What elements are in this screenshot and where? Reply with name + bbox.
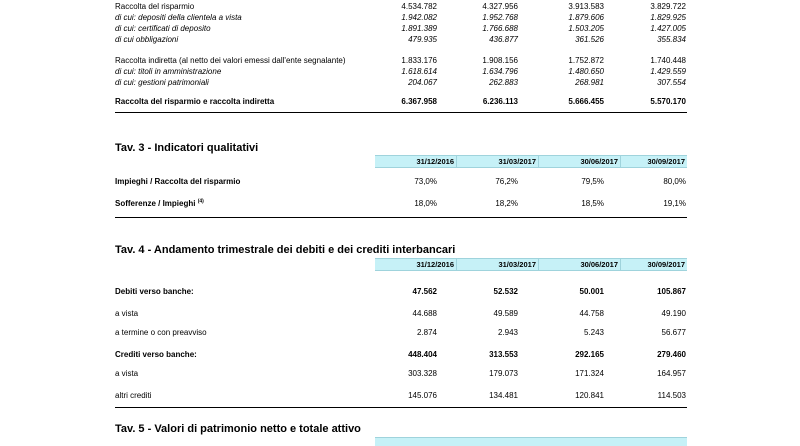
table-row: Impieghi / Raccolta del risparmio 73,0% 76,2% 79,5% 80,0% — [115, 177, 686, 186]
section-title: Tav. 3 - Indicatori qualitativi — [115, 142, 259, 154]
table-row: a vista 303.328 179.073 171.324 164.957 — [115, 369, 686, 378]
table-row: di cui: depositi della clientela a vista 1.942.082 1.952.768 1.879.606 1.829.925 — [115, 13, 686, 22]
table-row: Raccolta del risparmio 4.534.782 4.327.956 3.913.583 3.829.722 — [115, 2, 686, 11]
table-row: Sofferenze / Impieghi $^{(4)}$ 18,0% 18,2% 18,5% 19,1% — [115, 198, 686, 208]
column-header: 30/06/2017 — [580, 260, 618, 269]
column-header: 31/03/2017 — [498, 157, 536, 166]
table-row: Debiti verso banche: 47.562 52.532 50.001 105.867 — [115, 287, 686, 296]
table-bottom-rule — [115, 407, 687, 408]
column-header: 30/09/2017 — [647, 260, 685, 269]
table-row: di cui obbligazioni 479.935 436.877 361.526 355.834 — [115, 35, 686, 44]
table-bottom-rule — [115, 112, 687, 113]
column-header: 31/03/2017 — [498, 260, 536, 269]
table-row: Crediti verso banche: 448.404 313.553 292.165 279.460 — [115, 350, 686, 359]
table-row: a vista 44.688 49.589 44.758 49.190 — [115, 309, 686, 318]
column-header: 31/12/2016 — [416, 157, 454, 166]
table-bottom-rule — [115, 217, 687, 218]
column-header: 31/12/2016 — [416, 260, 454, 269]
table-row: di cui: gestioni patrimoniali 204.067 262.883 268.981 307.554 — [115, 78, 686, 87]
section-title: Tav. 4 - Andamento trimestrale dei debiti e dei crediti interbancari — [115, 244, 456, 256]
section-title: Tav. 5 - Valori di patrimonio netto e totale attivo — [115, 423, 361, 435]
row-label: Raccolta del risparmio — [115, 2, 195, 11]
table-row: di cui: certificati di deposito 1.891.389 1.766.688 1.503.205 1.427.005 — [115, 24, 686, 33]
table-row: Raccolta indiretta (al netto dei valori emessi dall'ente segnalante) 1.833.176 1.908.156 1.752.872 1.740.448 — [115, 56, 686, 65]
table-row: altri crediti 145.076 134.481 120.841 114.503 — [115, 391, 686, 400]
table-row: a termine o con preavviso 2.874 2.943 5.243 56.677 — [115, 328, 686, 337]
column-header: 30/06/2017 — [580, 157, 618, 166]
column-header: 30/09/2017 — [647, 157, 685, 166]
table-row: di cui: titoli in amministrazione 1.618.614 1.634.796 1.480.650 1.429.559 — [115, 67, 686, 76]
footnote-marker: (4) — [197, 198, 204, 205]
table-total-row: Raccolta del risparmio e raccolta indiretta 6.367.958 6.236.113 5.666.455 5.570.170 — [115, 97, 686, 106]
